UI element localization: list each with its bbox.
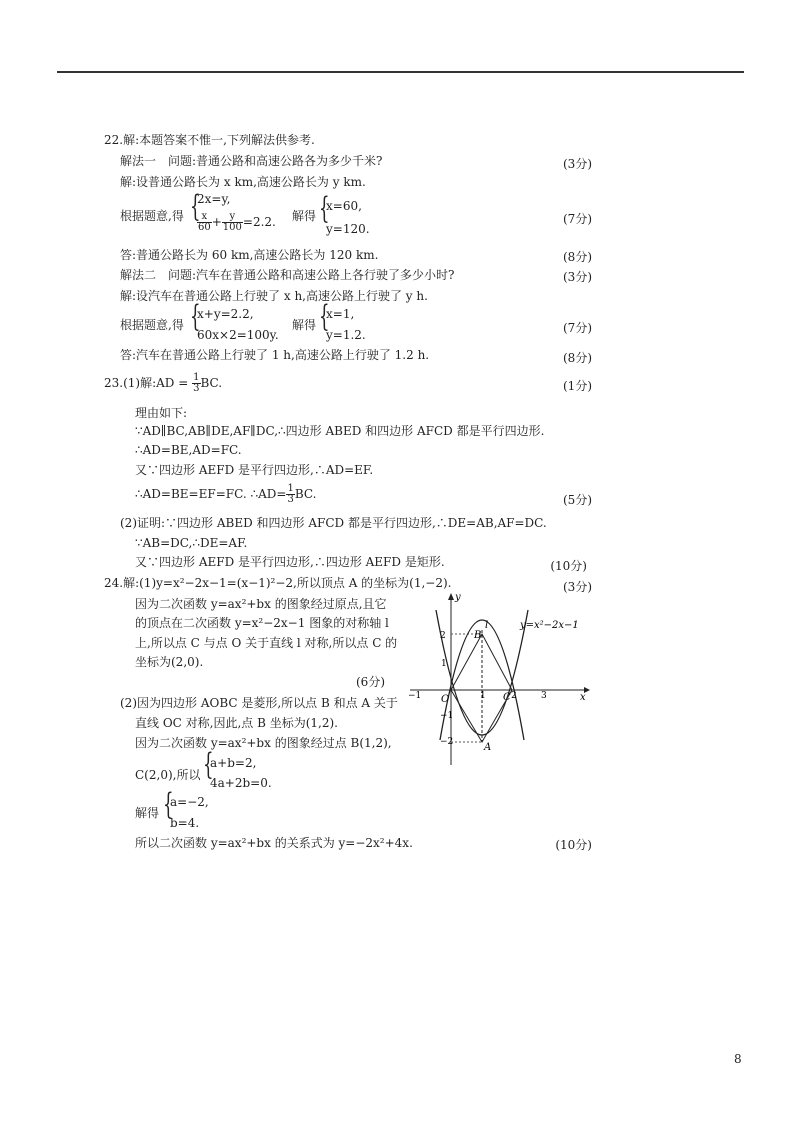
graph-tick-3: 3 [541, 691, 547, 701]
q22-m2-solve-prefix: 解得 [292, 318, 317, 332]
q23-l2: ∴AD=BE,AD=FC. [135, 443, 242, 457]
q22-m1-title: 解法一 问题:普通公路和高速公路各为多少千米? [120, 154, 383, 168]
graph-point-C: C [503, 692, 511, 703]
q24-p2-score: (10分) [555, 838, 592, 852]
q23-l4: ∴AD=BE=EF=FC. ∴AD= $\frac{1}{3}$ BC. [135, 483, 317, 505]
q24-p2-l2: 直线 OC 对称,因此,点 B 坐标为(1,2). [135, 716, 338, 730]
graph-tick-neg1: −1 [408, 691, 422, 701]
q23-p2-score: (10分) [550, 559, 587, 573]
q22-m1-solve-prefix: 解得 [292, 209, 317, 223]
q22-m2-answer: 答:汽车在普通公路上行驶了 1 h,高速公路上行驶了 1.2 h. [120, 348, 430, 362]
graph-curve-label: y=x²−2x−1 [520, 620, 579, 631]
q22-m2-sol-brace: { [319, 299, 330, 334]
q24-p1-l4: 上,所以点 C 与点 O 关于直线 l 对称,所以点 C 的 [135, 636, 398, 650]
q23-p1-score: (1分) [563, 379, 592, 393]
q24-p2-l3: 因为二次函数 y=ax²+bx 的图象经过点 B(1,2), [135, 736, 392, 750]
graph-point-O: O [441, 694, 450, 705]
q24-p2-solve-prefix: 解得 [135, 806, 160, 820]
q24-p2-eq2: 4a+2b=0. [210, 776, 272, 790]
q22-m2-score1: (3分) [563, 270, 592, 284]
graph-point-A: A [484, 742, 492, 753]
q23-reason: 理由如下: [135, 406, 188, 420]
q22-m2-eq-prefix: 根据题意,得 [120, 318, 184, 332]
graph-y-label: y [455, 592, 461, 603]
q24-p1-l5: 坐标为(2,0). [135, 655, 204, 669]
q24-p2-l4: C(2,0),所以 [135, 768, 201, 782]
q23-p2-l1: (2)证明:∵四边形 ABED 和四边形 AFCD 都是平行四边形,∴DE=AB,AF=DC. [120, 516, 547, 530]
q22-m1-score2: (7分) [563, 212, 592, 226]
q24-p1-l1: 24.解:(1)y=x²−2x−1=(x−1)²−2,所以顶点 A 的坐标为(1,−2). [104, 576, 452, 590]
q22-m1-sol2: y=120. [326, 222, 370, 236]
graph-tick-1: 1 [480, 691, 486, 701]
graph-ytick-2: 2 [440, 631, 446, 641]
graph-ytick-1: 1 [441, 659, 447, 669]
q24-p1-l2: 因为二次函数 y=ax²+bx 的图象经过原点,且它 [135, 597, 387, 611]
q22-m1-brace: { [190, 189, 201, 224]
graph-point-B: B [474, 630, 482, 641]
q22-m2-score3: (8分) [563, 351, 592, 365]
q22-m1-answer: 答:普通公路长为 60 km,高速公路长为 120 km. [120, 248, 379, 262]
q23-l4-score: (5分) [563, 493, 592, 507]
q22-m2-let: 解:设汽车在普通公路上行驶了 x h,高速公路上行驶了 y h. [120, 289, 428, 303]
q24-p2-sol-brace: { [163, 787, 174, 822]
q24-p1-score: (3分) [563, 580, 592, 594]
q23-p2-l2: ∵AB=DC,∴DE=AF. [135, 536, 248, 550]
graph-tick-2: 2 [511, 691, 517, 701]
graph-x-label: x [580, 692, 586, 703]
q22-m1-eq2: $\frac{x}{60}$ + $\frac{y}{100}$ =2.2. [198, 211, 276, 233]
header-rule [57, 71, 744, 73]
q24-graph [400, 586, 595, 766]
q22-intro: 22.解:本题答案不惟一,下列解法供参考. [104, 133, 315, 147]
q24-p2-brace: { [203, 747, 214, 782]
q22-m2-title: 解法二 问题:汽车在普通公路和高速公路上各行驶了多少小时? [120, 268, 455, 282]
q22-m1-sol1: x=60, [326, 199, 362, 213]
q24-p1-l3: 的顶点在二次函数 y=x²−2x−1 图象的对称轴 l [135, 616, 389, 630]
q22-m1-eq1: 2x=y, [197, 192, 231, 206]
q22-m1-frac2: $\frac{y}{100}$ [222, 211, 242, 233]
q22-m2-eq1: x+y=2.2, [197, 307, 254, 321]
q22-m1-score1: (3分) [563, 157, 592, 171]
q22-m1-eq-prefix: 根据题意,得 [120, 209, 184, 223]
q23-l3: 又∵四边形 AEFD 是平行四边形,∴AD=EF. [135, 463, 374, 477]
q22-m1-sol-brace: { [319, 191, 330, 226]
q24-p2-l1: (2)因为四边形 AOBC 是菱形,所以点 B 和点 A 关于 [120, 696, 398, 710]
q22-m1-frac1: $\frac{x}{60}$ [198, 211, 211, 233]
q22-m2-eq2: 60x×2=100y. [197, 328, 279, 342]
q23-p1: 23.(1)解:AD = $\frac{1}{3}$ BC. [104, 372, 223, 394]
graph-y-arrow [448, 593, 454, 600]
q24-p2-eq1: a+b=2, [210, 756, 257, 770]
q22-m2-score2: (7分) [563, 321, 592, 335]
q22-m2-sol2: y=1.2. [326, 328, 366, 342]
q22-m1-score3: (8分) [563, 250, 592, 264]
q23-l1: ∵AD∥BC,AB∥DE,AF∥DC,∴四边形 ABED 和四边形 AFCD 都是平行四边形. [135, 424, 545, 438]
graph-ytick-neg2: −2 [440, 737, 454, 747]
q24-p1-score2: (6分) [356, 675, 385, 689]
q23-p1-frac: $\frac{1}{3}$ [193, 372, 200, 394]
graph-l-label: l [485, 620, 489, 631]
q22-m2-brace: { [190, 299, 201, 334]
q24-p2-sol2: b=4. [170, 816, 200, 830]
q24-p2-final: 所以二次函数 y=ax²+bx 的关系式为 y=−2x²+4x. [135, 836, 413, 850]
q23-p2-l3: 又∵四边形 AEFD 是平行四边形,∴四边形 AEFD 是矩形. [135, 555, 445, 569]
q22-m1-let: 解:设普通公路长为 x km,高速公路长为 y km. [120, 175, 366, 189]
graph-ytick-neg1: −1 [440, 711, 454, 721]
page-number: 8 [734, 1052, 742, 1066]
q22-m2-sol1: x=1, [326, 307, 355, 321]
q23-l4-frac: $\frac{1}{3}$ [287, 483, 294, 505]
q24-p2-sol1: a=−2, [170, 795, 209, 809]
